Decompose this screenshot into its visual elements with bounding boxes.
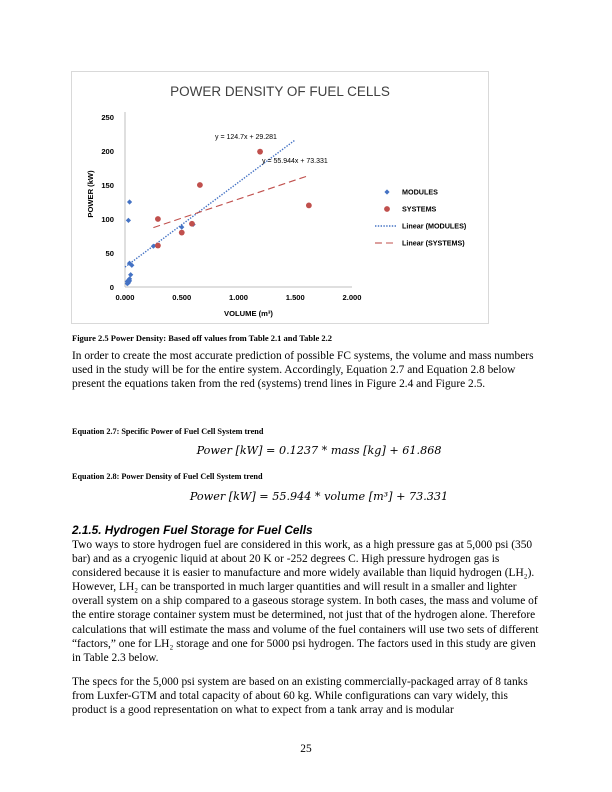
x-tick-label: 1.000 <box>228 293 249 302</box>
point-modules <box>179 225 184 230</box>
section-heading: 2.1.5. Hydrogen Fuel Storage for Fuel Cells <box>72 523 313 537</box>
page-number: 25 <box>300 743 312 755</box>
equation-2-8: Power [kW] = 55.944 * volume [m³] + 73.331 <box>189 490 449 503</box>
legend-label-linear-modules: Linear (MODULES) <box>402 221 467 231</box>
point-systems <box>197 182 203 188</box>
chart-points <box>125 149 312 286</box>
chart-title: POWER DENSITY OF FUEL CELLS <box>170 84 390 99</box>
trendline-equation-systems: y = 55.944x + 73.331 <box>262 158 328 165</box>
point-modules <box>126 218 131 223</box>
legend-marker-modules <box>384 189 389 194</box>
point-systems <box>257 149 263 155</box>
y-tick-label: 0 <box>109 283 114 292</box>
legend-label-modules: MODULES <box>402 187 438 197</box>
y-tick-label: 50 <box>105 249 114 258</box>
point-systems <box>155 216 161 222</box>
point-systems <box>306 203 312 209</box>
legend-label-systems: SYSTEMS <box>402 204 437 214</box>
y-tick-label: 100 <box>101 215 114 224</box>
figure-caption: Figure 2.5 Power Density: Based off values from Table 2.1 and Table 2.2 <box>72 333 332 343</box>
legend-label-linear-systems: Linear (SYSTEMS) <box>402 238 465 248</box>
x-tick-label: 1.500 <box>285 293 305 302</box>
paragraph-specs: The specs for the 5,000 psi system are based on an existing commercially-packaged array of 8 tanks from Luxfer-GTM and total capacity of about 60 kg. While configurations can vary widely, this product is a good representation on what to expect from a tank array and is modular <box>72 676 528 717</box>
power-density-chart <box>71 71 489 324</box>
chart-trendlines <box>125 134 328 267</box>
equation-2-7-label: Equation 2.7: Specific Power of Fuel Cell System trend <box>72 427 264 436</box>
point-modules <box>128 272 133 277</box>
y-tick-label: 200 <box>101 147 114 156</box>
paragraph-intro: In order to create the most accurate prediction of possible FC systems, the volume and mass numbers used in the study will be for the entire system. Accordingly, Equation 2.7 and Equation 2.8 below present the equations taken from the red (systems) trend lines in Figure 2.4 and Figure 2.5. <box>72 350 534 391</box>
y-tick-label: 250 <box>101 113 114 122</box>
x-tick-label: 0.000 <box>115 293 135 302</box>
chart-svg <box>72 72 488 323</box>
point-systems <box>155 243 161 249</box>
legend-marker-systems <box>384 206 390 212</box>
x-tick-label: 0.500 <box>172 293 192 302</box>
x-tick-label: 2.000 <box>342 293 362 302</box>
point-systems <box>179 230 185 236</box>
equation-2-8-label: Equation 2.8: Power Density of Fuel Cell System trend <box>72 472 263 481</box>
point-systems <box>189 221 195 227</box>
equation-2-7: Power [kW] = 0.1237 * mass [kg] + 61.868 <box>196 444 442 457</box>
x-axis-label: VOLUME (m³) <box>224 309 273 318</box>
paragraph-storage: Two ways to store hydrogen fuel are considered in this work, as a high pressure gas at 5,000 psi (350 bar) and as a cryogenic liquid at about 20 K or -252 degrees C. High pressure hydrogen gas is considered because it is easier to manufacture and more widely available than liquid hydrogen (LH₂). However, LH₂ can be transported in much larger quantities and will result in a smaller and lighter overall system on a ship compared to a gaseous storage system. In both cases, the mass and volume of the entire storage container system must be determined, not just that of the hydrogen alone. Therefore calculations that will estimate the mass and volume of the fuel containers will use two sets of different “factors,” one for LH₂ storage and one for 5000 psi hydrogen. The factors used in this study are given in Table 2.3 below. <box>72 539 539 664</box>
trendline-systems <box>153 176 306 227</box>
y-tick-label: 150 <box>101 181 114 190</box>
chart-legend <box>375 188 467 248</box>
trendline-equation-modules: y = 124.7x + 29.281 <box>215 134 277 141</box>
point-modules <box>127 199 132 204</box>
y-axis-label: POWER (kW) <box>86 170 95 218</box>
chart-axes <box>86 112 362 318</box>
